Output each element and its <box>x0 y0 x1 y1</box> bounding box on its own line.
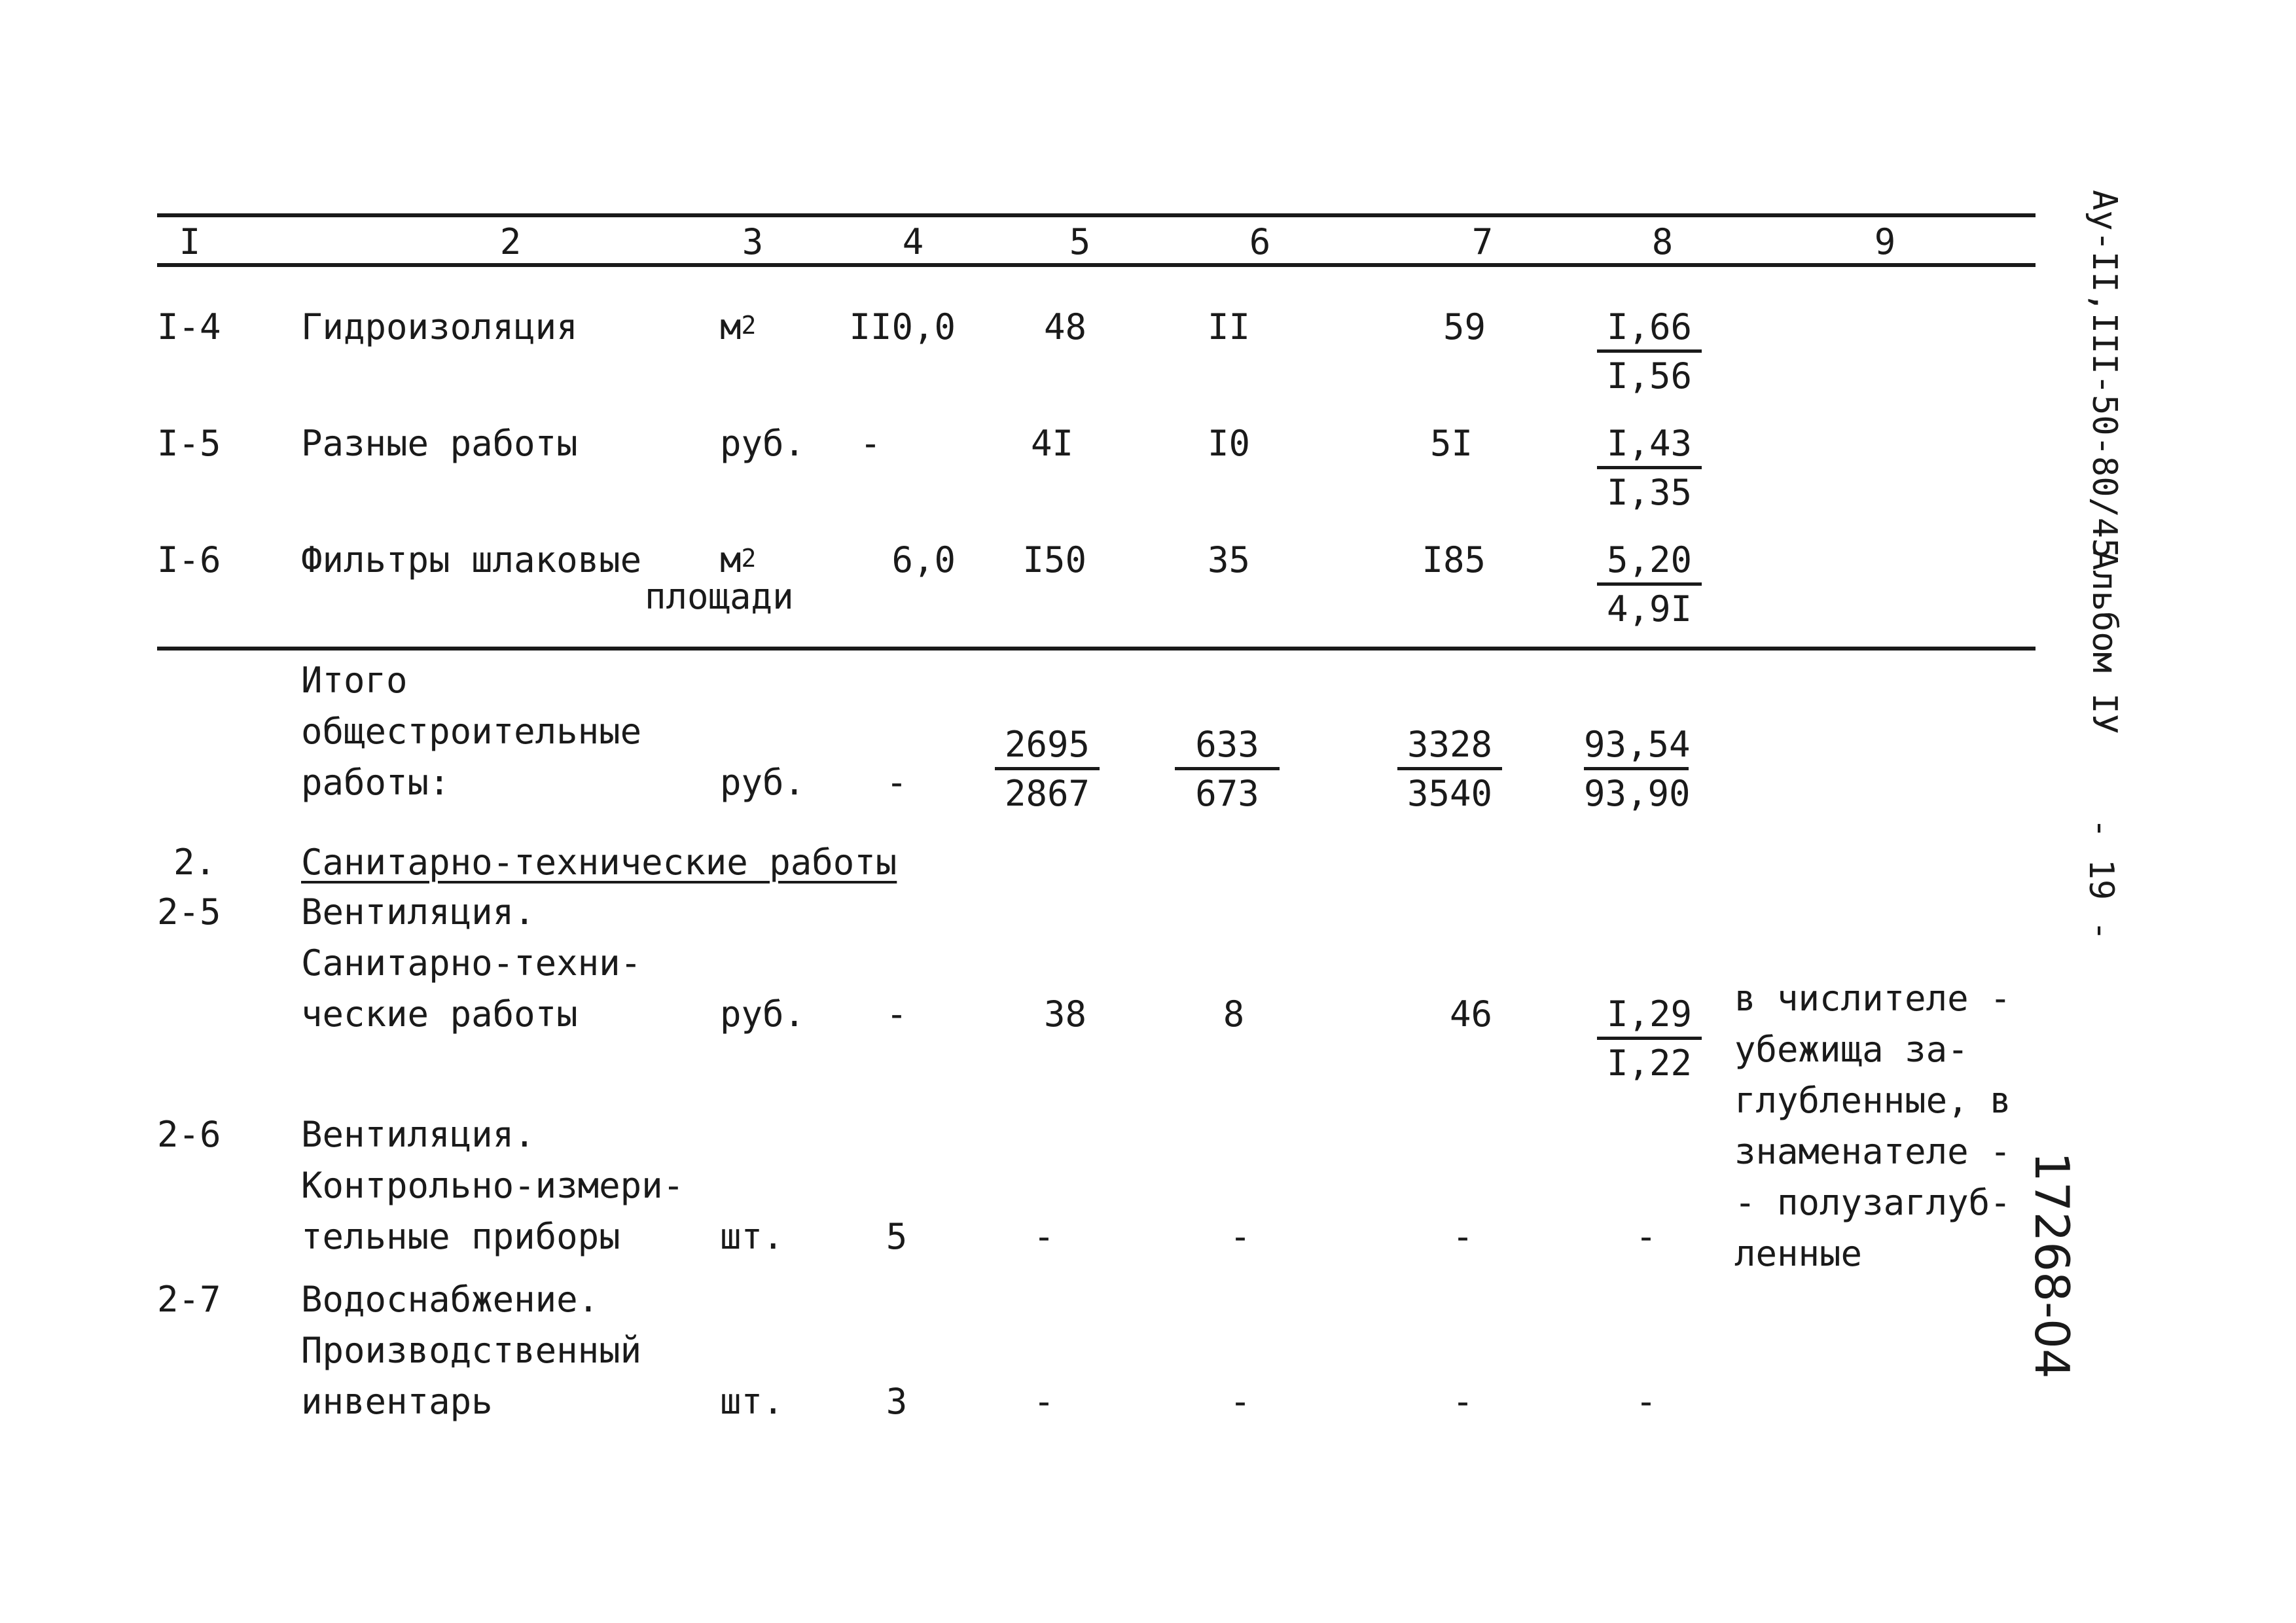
note-line: глубленные, в <box>1734 1080 2011 1121</box>
row-unit: $м^2$ <box>720 306 757 348</box>
col-header-8: 8 <box>1651 221 1674 262</box>
row-code: 2-5 <box>157 891 221 933</box>
row-index-fraction: $\frac{I,29}{I,22}$ <box>1597 995 1702 1083</box>
row-cost-7: 5I <box>1429 423 1473 464</box>
row-code: 2-6 <box>157 1114 221 1155</box>
row-cost-5: 48 <box>1043 306 1086 348</box>
row-index: - <box>1635 1381 1657 1422</box>
row-qty: - <box>859 423 882 464</box>
row-cost-6: I0 <box>1207 423 1250 464</box>
total-label-1: Итого <box>301 660 408 701</box>
album-code-vertical: Ау-II,III-50-80/45 <box>2085 190 2124 559</box>
row-cost-5: 4I <box>1030 423 1073 464</box>
row-unit: шт. <box>720 1381 784 1422</box>
total-unit: руб. <box>720 762 806 803</box>
subtotal-rule <box>157 647 2036 651</box>
row-name: Гидроизоляция <box>301 306 578 348</box>
row-name-line-1: Вентиляция. <box>301 891 535 933</box>
row-cost-6: II <box>1207 306 1250 348</box>
row-cost-5: - <box>1033 1381 1055 1422</box>
page-number-vertical: - 19 - <box>2081 818 2121 941</box>
col-header-1: I <box>179 221 201 262</box>
col-header-3: 3 <box>742 221 764 262</box>
total-cost-6: $\frac{633}{673}$ <box>1175 725 1280 813</box>
total-qty: - <box>886 762 908 803</box>
row-qty: II0,0 <box>849 306 956 348</box>
row-index: - <box>1635 1216 1657 1257</box>
top-rule <box>157 213 2036 217</box>
row-name: Фильтры шлаковые <box>301 539 642 580</box>
row-index-fraction: $\frac{5,20}{4,9I}$ <box>1597 541 1702 629</box>
row-qty: 3 <box>886 1381 908 1422</box>
header-rule <box>157 263 2036 267</box>
col-header-9: 9 <box>1874 221 1896 262</box>
row-name-line-3: ческие работы <box>301 993 578 1035</box>
row-code: I-4 <box>157 306 221 348</box>
row-name-line-3: инвентарь <box>301 1381 493 1422</box>
note-line: убежища за- <box>1734 1029 1969 1070</box>
total-cost-5: $\frac{2695}{2867}$ <box>995 725 1100 813</box>
row-name-line-2: Производственный <box>301 1330 642 1371</box>
row-unit: руб. <box>720 423 806 464</box>
row-unit: $м^2$ <box>720 539 757 580</box>
row-index-fraction: $\frac{I,43}{I,35}$ <box>1597 424 1702 512</box>
row-name-line-3: тельные приборы <box>301 1216 620 1257</box>
row-code: I-6 <box>157 539 221 580</box>
row-index-fraction: $\frac{I,66}{I,56}$ <box>1597 308 1702 396</box>
total-label-3: работы: <box>301 762 450 803</box>
row-unit: руб. <box>720 993 806 1035</box>
note-line: знаменателе - <box>1734 1131 2011 1172</box>
row-qty: 5 <box>886 1216 908 1257</box>
total-cost-7: $\frac{3328}{3540}$ <box>1397 725 1502 813</box>
row-cost-7: 46 <box>1449 993 1492 1035</box>
col-header-2: 2 <box>499 221 522 262</box>
row-name: Разные работы <box>301 423 578 464</box>
row-cost-7: I85 <box>1422 539 1486 580</box>
row-cost-6: 35 <box>1207 539 1250 580</box>
row-cost-5: - <box>1033 1216 1055 1257</box>
row-cost-6: 8 <box>1223 993 1245 1035</box>
row-cost-6: - <box>1229 1381 1251 1422</box>
row-unit: шт. <box>720 1216 784 1257</box>
note-line: ленные <box>1734 1233 1863 1274</box>
row-cost-7: 59 <box>1443 306 1486 348</box>
row-cost-6: - <box>1229 1216 1251 1257</box>
row-name-line-2: Контрольно-измери- <box>301 1165 685 1206</box>
note-line: - полузаглуб- <box>1734 1182 2011 1223</box>
row-cost-5: 38 <box>1043 993 1086 1035</box>
section-title: Санитарно-технические работы <box>301 842 897 883</box>
row-cost-5: I50 <box>1022 539 1086 580</box>
row-name-line-1: Водоснабжение. <box>301 1279 600 1320</box>
album-label-vertical: Альбом IУ <box>2085 550 2124 734</box>
col-header-6: 6 <box>1249 221 1271 262</box>
col-header-4: 4 <box>902 221 924 262</box>
total-label-2: общестроительные <box>301 711 642 752</box>
row-name-line-1: Вентиляция. <box>301 1114 535 1155</box>
row-cost-7: - <box>1452 1381 1474 1422</box>
row-cost-7: - <box>1452 1216 1474 1257</box>
row-qty: - <box>886 993 908 1035</box>
note-line: в числителе - <box>1734 978 2011 1019</box>
document-number-vertical: 17268-04 <box>2024 1152 2079 1379</box>
col-header-7: 7 <box>1471 221 1494 262</box>
row-unit-note: площади <box>645 576 794 617</box>
row-name-line-2: Санитарно-техни- <box>301 942 642 984</box>
total-index-fraction: $\frac{93,54}{93,90}$ <box>1584 724 1691 814</box>
row-code: 2-7 <box>157 1279 221 1320</box>
section-code: 2. <box>173 842 217 883</box>
row-qty: 6,0 <box>891 539 956 580</box>
row-code: I-5 <box>157 423 221 464</box>
col-header-5: 5 <box>1069 221 1091 262</box>
